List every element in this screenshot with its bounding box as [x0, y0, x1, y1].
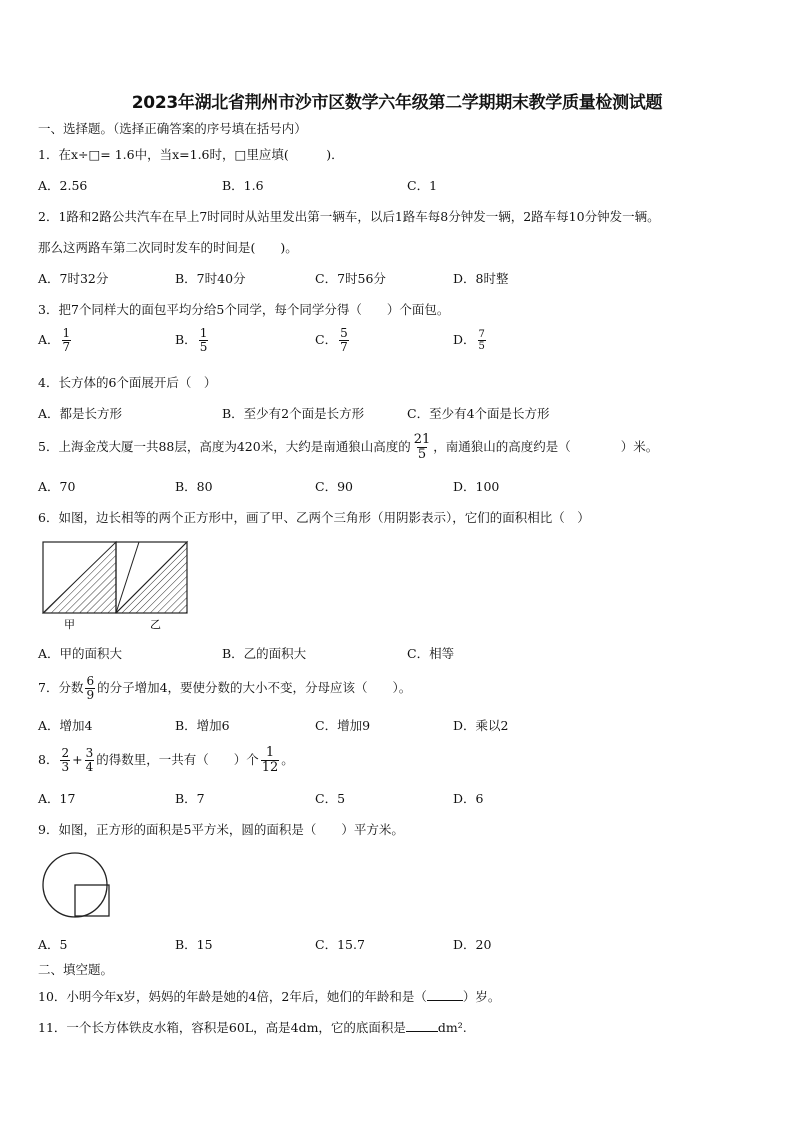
section-2-heading: 二、填空题。: [38, 962, 114, 977]
q8-number: 8．: [38, 752, 59, 767]
q6-label-jia: 甲: [64, 618, 75, 631]
q3-option-b-label: B．: [175, 332, 197, 347]
q8-text-mid: 的得数里，一共有（ ）个: [96, 752, 259, 767]
q7-option-b[interactable]: B．增加6: [175, 718, 230, 733]
q2-option-c[interactable]: C．7时56分: [315, 271, 386, 286]
q4-option-b[interactable]: B．至少有2个面是长方形: [222, 406, 365, 421]
q3-option-b[interactable]: [175, 327, 210, 354]
fraction-denominator: 5: [199, 340, 208, 354]
fraction-numerator: 1: [199, 326, 208, 340]
question-3: 3．把7个同样大的面包平均分给5个同学，每个同学分得（ ）个面包。: [38, 302, 450, 317]
fraction-numerator: 3: [85, 746, 94, 760]
fraction-denominator: 4: [85, 760, 94, 774]
q3-option-a-fraction: [62, 327, 72, 354]
q2-option-b[interactable]: B．7时40分: [175, 271, 246, 286]
q5-option-a[interactable]: A．70: [38, 479, 76, 494]
q9-circle-square-figure: [40, 852, 114, 918]
q4-option-a[interactable]: A．都是长方形: [38, 406, 123, 421]
section-1-heading: 一、选择题。（选择正确答案的序号填在括号内）: [38, 121, 307, 136]
q3-option-d-label: D．: [453, 332, 476, 347]
question-6: 6．如图，边长相等的两个正方形中，画了甲、乙两个三角形（用阴影表示），它们的面积相比（ ）: [38, 510, 590, 525]
question-8: [38, 746, 294, 775]
fraction-numerator: 21: [413, 432, 431, 447]
question-7: [38, 675, 411, 702]
fraction-numerator: 5: [340, 326, 348, 340]
q4-option-c[interactable]: C．至少有4个面是长方形: [407, 406, 550, 421]
question-10: [38, 988, 500, 1005]
q10-text-before: 10．小明今年x岁，妈妈的年龄是她的4倍，2年后，她们的年龄和是（: [38, 989, 427, 1004]
q3-option-d[interactable]: [453, 329, 488, 352]
q8-option-a[interactable]: A．17: [38, 791, 76, 806]
q6-option-b[interactable]: B．乙的面积大: [222, 646, 307, 661]
q5-option-c[interactable]: C．90: [315, 479, 353, 494]
q1-option-c[interactable]: C．1: [407, 178, 438, 193]
question-1: 1．在x÷□= 1.6中，当x=1.6时，□里应填( )．: [38, 147, 344, 162]
page-title: 2023年湖北省荆州市沙市区数学六年级第二学期期末教学质量检测试题: [131, 93, 663, 113]
q8-fraction-b: [85, 747, 95, 774]
question-9: 9．如图，正方形的面积是5平方米，圆的面积是（ ）平方米。: [38, 822, 404, 837]
fraction-denominator: 3: [61, 760, 70, 774]
q9-option-b[interactable]: B．15: [175, 937, 213, 952]
q9-option-d[interactable]: D．20: [453, 937, 492, 952]
q5-option-b[interactable]: B．80: [175, 479, 213, 494]
question-2-line-1: 2．1路和2路公共汽车在早上7时同时从站里发出第一辆车，以后1路车每8分钟发一辆，2路车每10分钟发一辆。: [38, 209, 660, 224]
q6-squares-figure: [40, 539, 192, 631]
fraction-denominator: 7: [340, 340, 348, 354]
q7-option-c[interactable]: C．增加9: [315, 718, 371, 733]
fraction-denominator: 12: [261, 760, 279, 775]
fraction-denominator: 5: [478, 341, 485, 352]
q6-triangle-jia: [43, 542, 116, 613]
question-2-line-2: 那么这两路车第二次同时发车的时间是( )。: [38, 240, 298, 255]
q8-fraction-c: [261, 746, 280, 775]
q8-plus-sign: +: [72, 752, 83, 767]
q2-option-d[interactable]: D．8时整: [453, 271, 509, 286]
q9-option-c[interactable]: C．15.7: [315, 937, 365, 952]
q5-fraction: [413, 433, 432, 462]
q10-answer-blank[interactable]: [427, 988, 463, 1001]
question-5: [38, 433, 658, 462]
q6-triangle-yi: [116, 542, 187, 613]
q7-option-d[interactable]: D．乘以2: [453, 718, 509, 733]
q1-option-b[interactable]: B．1.6: [222, 178, 264, 193]
q9-option-a[interactable]: A．5: [38, 937, 68, 952]
q5-text-after: ，南通狼山的高度约是（ ）米。: [433, 439, 659, 454]
fraction-denominator: 9: [86, 688, 95, 702]
q7-option-a[interactable]: A．增加4: [38, 718, 93, 733]
question-4: 4．长方体的6个面展开后（ ）: [38, 375, 217, 390]
q1-option-a[interactable]: A．2.56: [38, 178, 88, 193]
fraction-denominator: 7: [62, 340, 71, 354]
fraction-numerator: 6: [86, 674, 95, 688]
q3-option-c-label: C．: [315, 332, 338, 347]
q3-option-c-fraction: [339, 327, 349, 354]
fraction-numerator: 2: [61, 746, 70, 760]
q8-text-after: 。: [281, 752, 294, 767]
q8-fraction-a: [60, 747, 70, 774]
fraction-numerator: 1: [62, 326, 71, 340]
q11-text-before: 11．一个长方体铁皮水箱，容积是60L，高是4dm，它的底面积是: [38, 1020, 406, 1035]
q7-fraction: [85, 675, 95, 702]
q10-text-after: ）岁。: [462, 989, 501, 1004]
q6-option-c[interactable]: C．相等: [407, 646, 455, 661]
q6-label-yi: 乙: [150, 618, 161, 631]
q8-option-d[interactable]: D．6: [453, 791, 484, 806]
q3-option-b-fraction: [199, 327, 209, 354]
q11-answer-blank[interactable]: [406, 1019, 438, 1032]
question-11: [38, 1019, 467, 1036]
q6-option-a[interactable]: A．甲的面积大: [38, 646, 123, 661]
q7-text-before: 7．分数: [38, 680, 84, 695]
q8-option-c[interactable]: C．5: [315, 791, 346, 806]
q5-text-before: 5．上海金茂大厦一共88层，高度为420米，大约是南通狼山高度的: [38, 439, 411, 454]
q7-text-after: 的分子增加4，要使分数的大小不变，分母应该（ ）。: [97, 680, 412, 695]
q3-option-d-fraction: [478, 329, 486, 352]
fraction-numerator: 7: [478, 329, 485, 340]
fraction-denominator: 5: [417, 447, 427, 462]
q2-option-a[interactable]: A．7时32分: [38, 271, 109, 286]
fraction-numerator: 1: [265, 745, 275, 760]
q3-option-a[interactable]: [38, 327, 73, 354]
q3-option-c[interactable]: [315, 327, 351, 354]
q11-text-after: dm².: [437, 1020, 467, 1035]
q5-option-d[interactable]: D．100: [453, 479, 500, 494]
q3-option-a-label: A．: [38, 332, 60, 347]
q8-option-b[interactable]: B．7: [175, 791, 205, 806]
